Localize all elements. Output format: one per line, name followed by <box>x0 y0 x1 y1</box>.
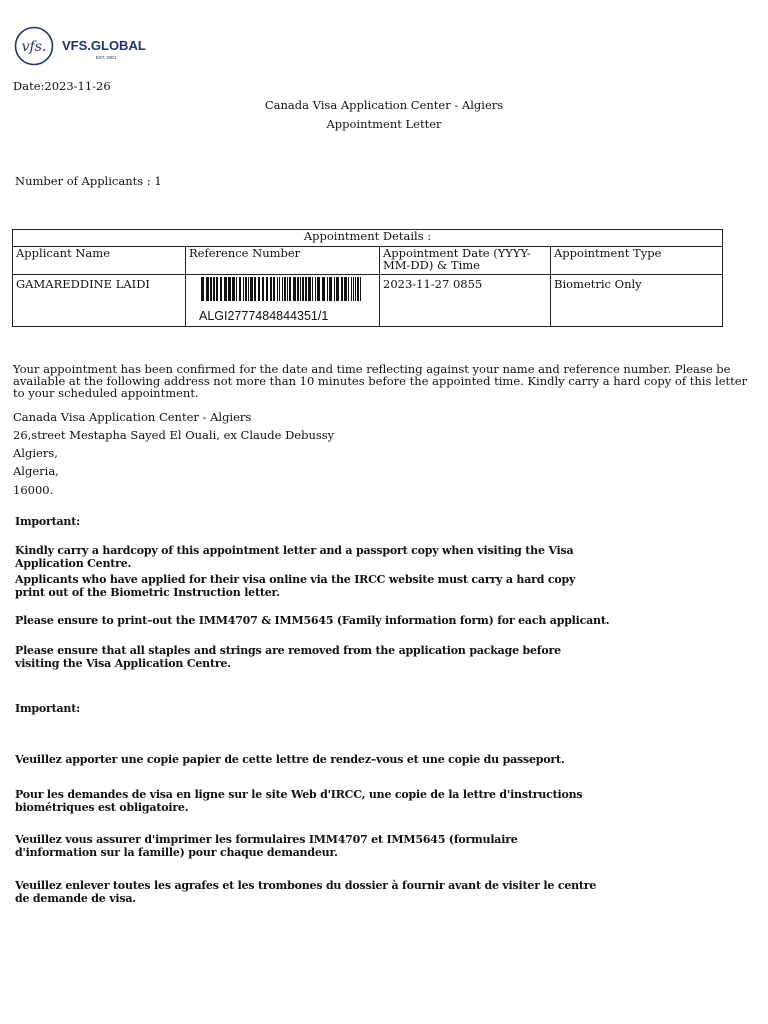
barcode-bar <box>250 277 253 301</box>
barcode-bar <box>236 277 237 301</box>
barcode-bar <box>355 277 356 301</box>
address-line-3: Algiers, <box>13 446 58 460</box>
barcode-bar <box>336 277 339 301</box>
barcode-bar <box>287 277 288 301</box>
cell-appointment-type: Biometric Only <box>551 275 723 327</box>
header-applicant-name: Applicant Name <box>13 247 186 275</box>
barcode-bar <box>243 277 244 301</box>
header-reference-number: Reference Number <box>186 247 380 275</box>
barcode-bar <box>201 277 204 301</box>
important-fr-item-1: Veuillez apporter une copie papier de cette lettre de rendez–vous et une copie du passeport. <box>15 753 565 766</box>
barcode-bar <box>317 277 320 301</box>
barcode-bar <box>277 277 278 301</box>
barcode-bar <box>308 277 311 301</box>
barcode-bar <box>334 277 335 301</box>
cell-applicant-name: GAMAREDDINE LAIDI <box>13 275 186 327</box>
important-heading-en: Important: <box>15 515 80 528</box>
barcode-bar <box>282 277 283 301</box>
barcode-bar <box>322 277 325 301</box>
barcode-bar <box>357 277 359 301</box>
reference-number-text: ALGI2777484844351/1 <box>199 309 329 323</box>
address-line-4: Algeria, <box>13 464 59 478</box>
important-fr-item-4: Veuillez enlever toutes les agrafes et les trombones du dossier à fournir avant de visiter le centre de demande de visa. <box>15 879 597 905</box>
important-heading-fr: Important: <box>15 702 80 715</box>
barcode-bar <box>289 277 291 301</box>
barcode-bar <box>266 277 268 301</box>
barcode-bar <box>262 277 264 301</box>
logo-tagline: EST. 2001 <box>95 55 117 60</box>
barcode-bar <box>216 277 218 301</box>
header-appointment-type: Appointment Type <box>551 247 723 275</box>
cell-appointment-date: 2023-11-27 0855 <box>380 275 551 327</box>
address-line-1: Canada Visa Application Center - Algiers <box>13 410 252 424</box>
important-en-item-3: Please ensure to print–out the IMM4707 & IMM5645 (Family information form) for each applicant. <box>15 614 610 627</box>
barcode-bar <box>224 277 227 301</box>
header-appointment-date: Appointment Date (YYYY-MM-DD) & Time <box>380 247 551 275</box>
barcode-bar <box>312 277 313 301</box>
barcode-bar <box>300 277 301 301</box>
barcode-bar <box>206 277 209 301</box>
barcode-bar <box>258 277 260 301</box>
barcode-bar <box>232 277 235 301</box>
important-en-item-2: Applicants who have applied for their visa online via the IRCC website must carry a hard copy print out of the Biometric Instruction letter. <box>15 573 576 599</box>
barcode-bar <box>228 277 231 301</box>
letter-date: Date:2023-11-26 <box>13 79 111 93</box>
important-fr-item-3: Veuillez vous assurer d'imprimer les formulaires IMM4707 et IMM5645 (formulaire d'information sur la famille) pour chaque demandeur. <box>15 833 518 859</box>
barcode-bar <box>284 277 286 301</box>
table-caption: Appointment Details : <box>13 230 723 247</box>
appointment-details-table <box>12 229 723 327</box>
barcode-bar <box>270 277 272 301</box>
barcode-bar <box>297 277 299 301</box>
address-line-2: 26,street Mestapha Sayed El Ouali, ex Claude Debussy <box>13 428 335 442</box>
barcode-image <box>201 277 365 301</box>
barcode-bar <box>293 277 296 301</box>
barcode-bar <box>210 277 212 301</box>
vfs-global-logo <box>14 26 154 68</box>
cell-reference-number <box>186 275 380 327</box>
barcode-bar <box>220 277 222 301</box>
barcode-bar <box>239 277 241 301</box>
logo-initials: vfs. <box>21 39 47 55</box>
table-header-row <box>13 247 723 275</box>
barcode-bar <box>302 277 304 301</box>
barcode-bar <box>329 277 332 301</box>
barcode-bar <box>315 277 316 301</box>
barcode-bar <box>348 277 349 301</box>
barcode-bar <box>273 277 275 301</box>
center-title: Canada Visa Application Center - Algiers <box>264 98 504 112</box>
important-en-item-4: Please ensure that all staples and strings are removed from the application package before visiting the Visa Application Centre. <box>15 644 561 670</box>
barcode-bar <box>341 277 343 301</box>
barcode-bar <box>360 277 361 301</box>
important-en-item-1: Kindly carry a hardcopy of this appointment letter and a passport copy when visiting the Visa Application Centre. <box>15 544 574 570</box>
barcode-bar <box>353 277 354 301</box>
logo-brand: VFS.GLOBAL <box>62 38 146 53</box>
important-fr-item-2: Pour les demandes de visa en ligne sur le site Web d'IRCC, une copie de la lettre d'instructions biométriques est obligatoire. <box>15 788 583 814</box>
barcode-bar <box>344 277 347 301</box>
barcode-bar <box>245 277 247 301</box>
barcode-bar <box>351 277 352 301</box>
barcode-bar <box>254 277 256 301</box>
barcode-bar <box>213 277 215 301</box>
letter-title: Appointment Letter <box>326 117 442 131</box>
barcode-bar <box>305 277 307 301</box>
table-row <box>13 275 723 327</box>
barcode-bar <box>279 277 280 301</box>
applicants-count: Number of Applicants : 1 <box>15 174 162 188</box>
barcode-bar <box>327 277 328 301</box>
confirmation-paragraph: Your appointment has been confirmed for the date and time reflecting against your name and reference number. Please be available at the following address not more than 10 minutes before the appointed time. Kindly carry a hard copy of this letter to your scheduled appointment. <box>13 362 748 401</box>
barcode-bar <box>248 277 249 301</box>
address-line-5: 16000. <box>13 483 54 497</box>
